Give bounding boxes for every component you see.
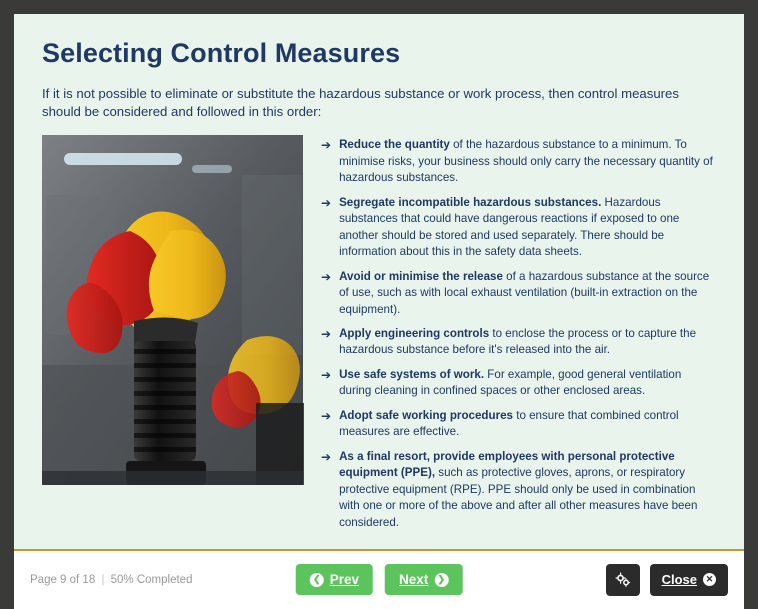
arrow-right-icon: ➔ (321, 138, 332, 153)
list-item-lead: Adopt safe working procedures (339, 408, 513, 422)
list-item-lead: Use safe systems of work. (339, 367, 485, 381)
list-item (321, 449, 716, 531)
settings-gears-icon (615, 572, 631, 588)
arrow-right-icon: ➔ (321, 449, 332, 464)
list-item-text: Hazardous substances that could have dangerous reactions if exposed to one another should be stored and used separately. There should be information about this in the safety data sheets. (339, 195, 680, 259)
spray-bottle-photo (42, 135, 303, 485)
list-item (321, 195, 716, 261)
progress-status (30, 574, 192, 586)
list-item (321, 137, 716, 186)
list-item (321, 269, 716, 318)
spray-bottle-illustration (42, 135, 303, 485)
list-item-text: to enclose the process or to capture the hazardous substance before it's released into the air. (339, 326, 697, 357)
close-button[interactable] (650, 564, 728, 596)
close-x-icon: ✕ (703, 573, 716, 586)
list-item-text: such as protective gloves, aprons, or respiratory protective equipment (RPE). PPE should only be used in combination with one or more of the above and after all other measures have been considered. (339, 466, 698, 529)
settings-button[interactable] (606, 564, 640, 596)
next-button-label: Next (399, 572, 429, 588)
progress-separator: | (101, 573, 105, 586)
list-item (321, 367, 716, 400)
page-title: Selecting Control Measures (42, 38, 401, 68)
arrow-right-icon: ➔ (321, 195, 332, 210)
next-button[interactable] (385, 564, 462, 595)
close-button-label: Close (661, 572, 697, 588)
list-item (321, 326, 716, 359)
chevron-left-icon: ❮ (310, 573, 324, 587)
slide-body (42, 135, 716, 539)
list-item-text: For example, good general ventilation during cleaning in confined spaces or other enclosed areas. (339, 367, 682, 398)
list-item-lead: Segregate incompatible hazardous substances. (339, 195, 602, 209)
slide-intro-text: If it is not possible to eliminate or substitute the hazardous substance or work process, then control measures should be considered and followed in this order: (42, 86, 679, 120)
footer-right-controls (606, 564, 728, 596)
list-item-text: of a hazardous substance at the source of use, such as with local exhaust ventilation (built-in extraction on the equipment). (339, 269, 710, 316)
slide-footer (14, 549, 744, 609)
list-item-lead: Avoid or minimise the release (339, 269, 503, 283)
arrow-right-icon: ➔ (321, 269, 332, 284)
prev-button-label: Prev (329, 572, 360, 588)
list-item-lead: Reduce the quantity (339, 138, 450, 152)
course-window (14, 14, 744, 588)
list-item-lead: Apply engineering controls (339, 326, 490, 340)
arrow-right-icon: ➔ (321, 367, 332, 382)
chevron-right-icon: ❯ (434, 573, 448, 587)
page-indicator: Page 9 of 18 (30, 573, 96, 586)
arrow-right-icon: ➔ (321, 408, 332, 423)
slide-content (14, 14, 744, 549)
list-item-text: of the hazardous substance to a minimum. To minimise risks, your business should only carry the necessary quantity of hazardous substances. (339, 138, 713, 185)
navigation-buttons (296, 564, 463, 595)
list-item-text: to ensure that combined control measures are effective. (339, 408, 679, 439)
control-measures-list (321, 135, 716, 539)
list-item (321, 408, 716, 441)
arrow-right-icon: ➔ (321, 326, 332, 341)
list-item-lead: As a final resort, provide employees with personal protective equipment (PPE), (339, 449, 675, 480)
prev-button[interactable] (296, 564, 373, 595)
completion-indicator: 50% Completed (110, 573, 193, 586)
